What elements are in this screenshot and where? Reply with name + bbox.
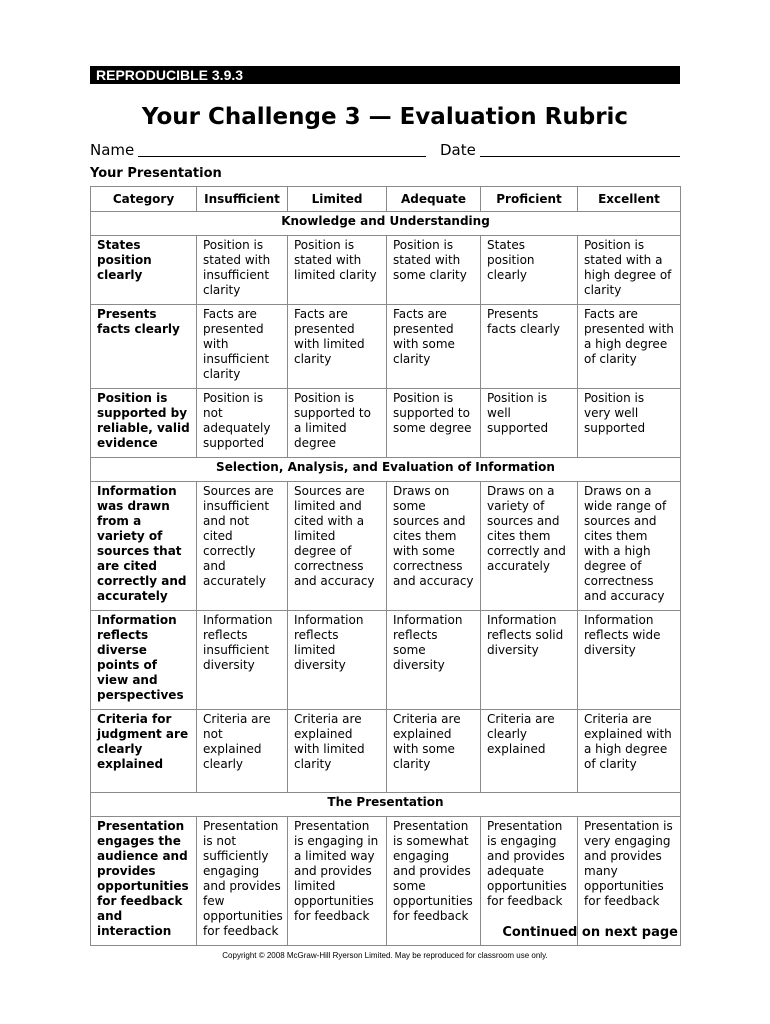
rubric-cell: Draws on a wide range of sources and cites them with a high degree of correctness and accuracy bbox=[578, 482, 681, 611]
section-row bbox=[91, 212, 681, 236]
rubric-cell: Facts are presented with a high degree of clarity bbox=[578, 305, 681, 389]
category-cell: Presentation engages the audience and provides opportunities for feedback and interaction bbox=[91, 817, 197, 946]
rubric-cell: Criteria are clearly explained bbox=[481, 710, 578, 793]
rubric-cell: Presentation is very engaging and provides many opportunities for feedback bbox=[578, 817, 681, 946]
column-header: Adequate bbox=[387, 187, 481, 212]
rubric-cell: Information reflects insufficient diversity bbox=[197, 611, 288, 710]
rubric-cell: Sources are limited and cited with a limited degree of correctness and accuracy bbox=[288, 482, 387, 611]
table-row bbox=[91, 482, 681, 611]
rubric-cell: Criteria are explained with limited clarity bbox=[288, 710, 387, 793]
table-row bbox=[91, 611, 681, 710]
rubric-cell: Position is well supported bbox=[481, 389, 578, 458]
table-row bbox=[91, 305, 681, 389]
header-row bbox=[91, 187, 681, 212]
section-title: Selection, Analysis, and Evaluation of Information bbox=[91, 458, 681, 482]
rubric-cell: Sources are insufficient and not cited correctly and accurately bbox=[197, 482, 288, 611]
category-cell: Presents facts clearly bbox=[91, 305, 197, 389]
rubric-cell: Draws on a variety of sources and cites them correctly and accurately bbox=[481, 482, 578, 611]
rubric-cell: Position is very well supported bbox=[578, 389, 681, 458]
rubric-cell: Position is stated with insufficient clarity bbox=[197, 236, 288, 305]
rubric-cell: Criteria are not explained clearly bbox=[197, 710, 288, 793]
rubric-cell: Position is stated with a high degree of clarity bbox=[578, 236, 681, 305]
category-cell: Information was drawn from a variety of sources that are cited correctly and accurately bbox=[91, 482, 197, 611]
column-header: Insufficient bbox=[197, 187, 288, 212]
rubric-cell: Position is supported to a limited degree bbox=[288, 389, 387, 458]
column-header: Proficient bbox=[481, 187, 578, 212]
column-header: Excellent bbox=[578, 187, 681, 212]
rubric-cell: Position is not adequately supported bbox=[197, 389, 288, 458]
rubric-cell: Draws on some sources and cites them with some correctness and accuracy bbox=[387, 482, 481, 611]
rubric-cell: Position is supported to some degree bbox=[387, 389, 481, 458]
rubric-cell: Presents facts clearly bbox=[481, 305, 578, 389]
section-title: Knowledge and Understanding bbox=[91, 212, 681, 236]
section-title: The Presentation bbox=[91, 793, 681, 817]
name-label: Name bbox=[90, 141, 135, 159]
section-heading: Your Presentation bbox=[90, 166, 222, 181]
rubric-cell: Facts are presented with limited clarity bbox=[288, 305, 387, 389]
table-row bbox=[91, 710, 681, 793]
name-date-line bbox=[90, 141, 690, 161]
page-title: Your Challenge 3 — Evaluation Rubric bbox=[141, 104, 629, 130]
table-row bbox=[91, 236, 681, 305]
rubric-cell: Information reflects wide diversity bbox=[578, 611, 681, 710]
rubric-cell: Criteria are explained with some clarity bbox=[387, 710, 481, 793]
category-cell: Information reflects diverse points of view and perspectives bbox=[91, 611, 197, 710]
category-cell: States position clearly bbox=[91, 236, 197, 305]
section-row bbox=[91, 793, 681, 817]
continued-note: Continued on next page bbox=[502, 925, 678, 940]
rubric-cell: Position is stated with limited clarity bbox=[288, 236, 387, 305]
column-header: Category bbox=[91, 187, 197, 212]
category-cell: Criteria for judgment are clearly explained bbox=[91, 710, 197, 793]
rubric-table bbox=[90, 186, 681, 946]
rubric-cell: Presentation is engaging and provides adequate opportunities for feedback bbox=[481, 817, 578, 946]
name-field[interactable] bbox=[138, 141, 426, 157]
column-header: Limited bbox=[288, 187, 387, 212]
date-field[interactable] bbox=[480, 141, 680, 157]
rubric-cell: Criteria are explained with a high degree of clarity bbox=[578, 710, 681, 793]
table-row bbox=[91, 389, 681, 458]
rubric-cell: Presentation is not sufficiently engaging and provides few opportunities for feedback bbox=[197, 817, 288, 946]
category-cell: Position is supported by reliable, valid evidence bbox=[91, 389, 197, 458]
rubric-cell: Position is stated with some clarity bbox=[387, 236, 481, 305]
rubric-cell: Information reflects some diversity bbox=[387, 611, 481, 710]
rubric-cell: States position clearly bbox=[481, 236, 578, 305]
rubric-cell: Facts are presented with insufficient clarity bbox=[197, 305, 288, 389]
section-row bbox=[91, 458, 681, 482]
rubric-cell: Facts are presented with some clarity bbox=[387, 305, 481, 389]
copyright-notice: Copyright © 2008 McGraw-Hill Ryerson Limited. May be reproduced for classroom use only. bbox=[222, 951, 548, 960]
rubric-cell: Presentation is engaging in a limited way and provides limited opportunities for feedback bbox=[288, 817, 387, 946]
reproducible-label: REPRODUCIBLE 3.9.3 bbox=[90, 66, 680, 84]
rubric-cell: Presentation is somewhat engaging and provides some opportunities for feedback bbox=[387, 817, 481, 946]
rubric-cell: Information reflects solid diversity bbox=[481, 611, 578, 710]
date-label: Date bbox=[440, 141, 476, 159]
rubric-cell: Information reflects limited diversity bbox=[288, 611, 387, 710]
